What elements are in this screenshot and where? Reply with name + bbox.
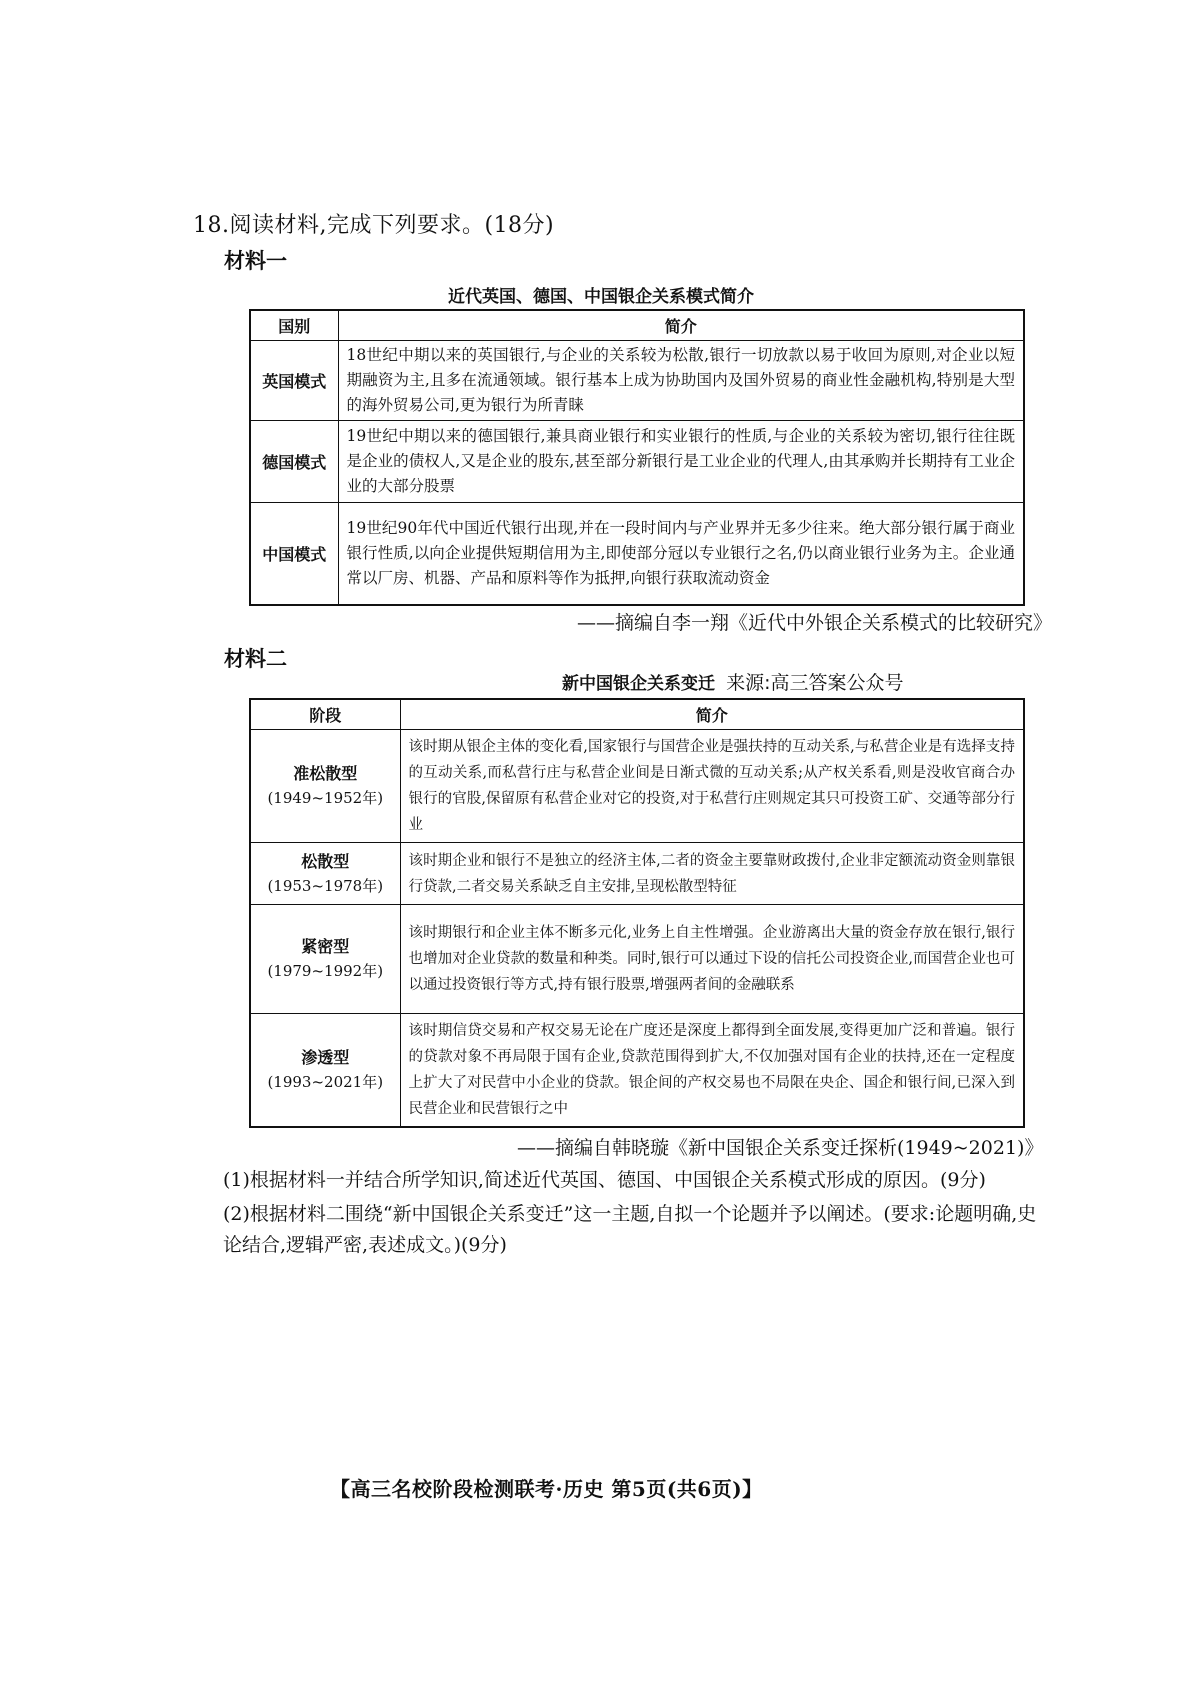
stage-cell: [250, 843, 400, 905]
material-two-label: 材料二: [224, 646, 287, 671]
stage-period: (1953~1978年): [267, 876, 384, 895]
table-row: [250, 1014, 1024, 1128]
table-row: [250, 730, 1024, 843]
header-stage: 阶段: [250, 699, 400, 730]
material-one-label: 材料一: [224, 248, 287, 273]
material-two-caption: 新中国银企关系变迁: [562, 674, 715, 694]
header-country: 国别: [250, 310, 338, 341]
table-row: [250, 905, 1024, 1014]
row-description: 该时期银行和企业主体不断多元化,业务上自主性增强。企业游离出大量的资金存放在银行,银行也增加对企业贷款的数量和种类。同时,银行可以通过下设的信托公司投资企业,而国营企业也可以通过投资银行等方式,持有银行股票,增强两者间的金融联系: [400, 905, 1024, 1014]
stage-name: 渗透型: [301, 1048, 350, 1067]
stage-period: (1979~1992年): [267, 962, 384, 980]
requirement-one: (1)根据材料一并结合所学知识,简述近代英国、德国、中国银企关系模式形成的原因。(9分): [223, 1169, 986, 1191]
row-description: 该时期企业和银行不是独立的经济主体,二者的资金主要靠财政拨付,企业非定额流动资金则靠银行贷款,二者交易关系缺乏自主安排,呈现松散型特征: [400, 843, 1024, 905]
table-header-row: [250, 699, 1024, 730]
stage-cell: [250, 905, 400, 1014]
row-description: 19世纪90年代中国近代银行出现,并在一段时间内与产业界并无多少往来。绝大部分银行属于商业银行性质,以向企业提供短期信用为主,即使部分冠以专业银行之名,仍以商业银行业务为主。企业通常以厂房、机器、产品和原料等作为抵押,向银行获取流动资金: [338, 503, 1024, 605]
stage-cell: [250, 730, 400, 843]
table-row: [250, 341, 1024, 421]
header-summary: 简介: [338, 310, 1024, 341]
requirement-two: (2)根据材料二围绕“新中国银企关系变迁”这一主题,自拟一个论题并予以阐述。(要求:论题明确,史论结合,逻辑严密,表述成文。)(9分): [223, 1203, 1037, 1256]
question-title: 18.阅读材料,完成下列要求。(18分): [193, 213, 555, 238]
stage-name: 紧密型: [301, 937, 350, 956]
stage-name: 松散型: [301, 851, 350, 871]
row-label: 德国模式: [250, 421, 338, 503]
material-two-caption-line: [562, 668, 904, 695]
stage-cell: [250, 1014, 400, 1128]
material-two-table: [249, 698, 1025, 1128]
page-footer: 【高三名校阶段检测联考·历史 第5页(共6页)】: [330, 1477, 763, 1501]
material-one-table: [249, 309, 1025, 606]
table-row: [250, 421, 1024, 503]
row-description: 18世纪中期以来的英国银行,与企业的关系较为松散,银行一切放款以易于收回为原则,对企业以短期融资为主,且多在流通领域。银行基本上成为协助国内及国外贸易的商业性金融机构,特别是大型的海外贸易公司,更为银行为所青睐: [338, 341, 1024, 421]
row-description: 19世纪中期以来的德国银行,兼具商业银行和实业银行的性质,与企业的关系较为密切,银行往往既是企业的债权人,又是企业的股东,甚至部分新银行是工业企业的代理人,由其承购并长期持有工业企业的大部分股票: [338, 421, 1024, 503]
material-two-source: ——摘编自韩晓璇《新中国银企关系变迁探析(1949~2021)》: [517, 1137, 1044, 1159]
header-summary: 简介: [400, 699, 1024, 730]
caption-source-note: 来源:高三答案公众号: [726, 672, 904, 694]
row-label: 中国模式: [250, 503, 338, 605]
row-label: 英国模式: [250, 341, 338, 421]
row-description: 该时期信贷交易和产权交易无论在广度还是深度上都得到全面发展,变得更加广泛和普遍。银行的贷款对象不再局限于国有企业,贷款范围得到扩大,不仅加强对国有企业的扶持,还在一定程度上扩大了对民营中小企业的贷款。银企间的产权交易也不局限在央企、国企和银行间,已深入到民营企业和民营银行之中: [400, 1014, 1024, 1128]
stage-period: (1949~1952年): [267, 789, 384, 807]
table-row: [250, 503, 1024, 605]
material-one-source: ——摘编自李一翔《近代中外银企关系模式的比较研究》: [577, 612, 1053, 634]
material-one-caption: 近代英国、德国、中国银企关系模式简介: [448, 287, 754, 307]
stage-name: 准松散型: [293, 764, 358, 783]
stage-period: (1993~2021年): [267, 1073, 384, 1091]
table-row: [250, 843, 1024, 905]
table-header-row: [250, 310, 1024, 341]
row-description: 该时期从银企主体的变化看,国家银行与国营企业是强扶持的互动关系,与私营企业是有选择支持的互动关系,而私营行庄与私营企业间是日渐式微的互动关系;从产权关系看,则是没收官商合办银行的官股,保留原有私营企业对它的投资,对于私营行庄则规定其只可投资工矿、交通等部分行业: [400, 730, 1024, 843]
